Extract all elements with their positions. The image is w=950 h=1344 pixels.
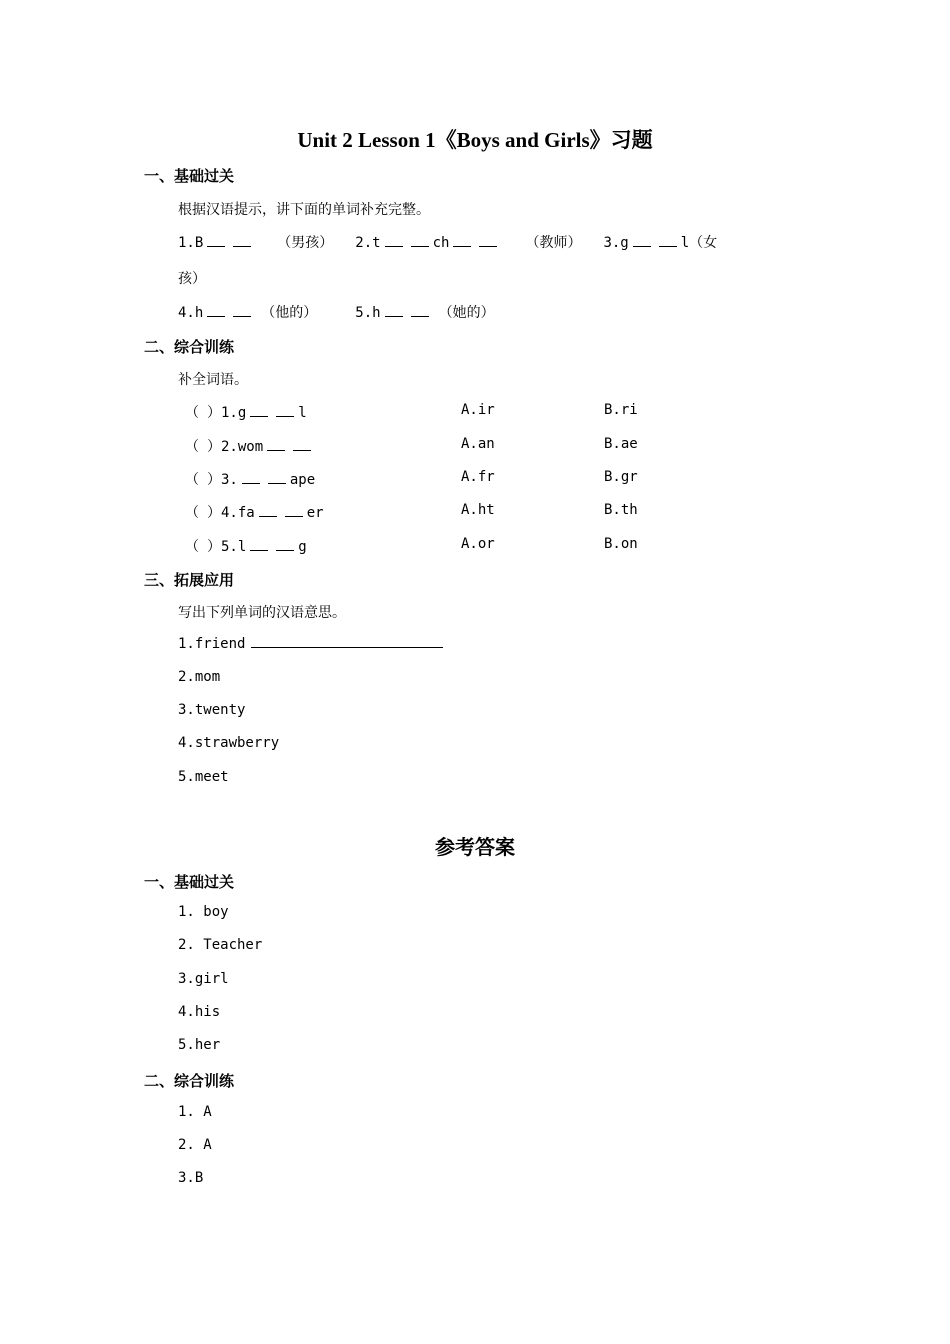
q2-prefix: 2.t — [355, 235, 381, 251]
answer-item: 2. A — [178, 1137, 212, 1153]
blank — [411, 304, 429, 317]
answers-section2-heading: 二、综合训练 — [144, 1072, 235, 1090]
choice-a: A.an — [461, 436, 495, 452]
blank — [233, 304, 251, 317]
q1-prefix: 1.B — [178, 235, 204, 251]
blank — [233, 234, 251, 247]
blank — [285, 504, 303, 517]
section3-instruction: 写出下列单词的汉语意思。 — [178, 605, 346, 621]
choice-stem: 3. — [221, 472, 238, 488]
section1-line1-wrap: 孩） — [178, 271, 206, 287]
answer-item: 3.girl — [178, 971, 229, 987]
blank — [276, 404, 294, 417]
choice-b: B.th — [604, 502, 638, 518]
q2-mid: ch — [432, 235, 450, 251]
blank — [659, 234, 677, 247]
answers-section1-heading: 一、基础过关 — [144, 873, 235, 891]
vocab-item: 2.mom — [178, 669, 221, 685]
page-title: Unit 2 Lesson 1《Boys and Girls》习题 — [297, 128, 653, 152]
answer-item: 4.his — [178, 1004, 221, 1020]
q3-suffix: l（女 — [680, 235, 718, 251]
vocab-item: 4.strawberry — [178, 735, 280, 751]
answer-line — [251, 635, 443, 648]
choice-stem: 2.wom — [221, 439, 264, 455]
choice-a: A.or — [461, 536, 495, 552]
choice-stem: 5.l — [221, 539, 247, 555]
section1-heading: 一、基础过关 — [144, 167, 235, 185]
vocab-item: 1.friend — [178, 635, 443, 652]
blank — [385, 234, 403, 247]
section1-line1 — [178, 232, 717, 252]
q4-hint: （他的） — [261, 305, 318, 321]
section2-instruction: 补全词语。 — [178, 372, 248, 388]
choice-b: B.gr — [604, 469, 638, 485]
blank — [250, 404, 268, 417]
blank — [385, 304, 403, 317]
blank — [259, 504, 277, 517]
blank — [633, 234, 651, 247]
vocab-item: 5.meet — [178, 769, 229, 785]
q3-prefix: 3.g — [603, 235, 629, 251]
vocab-item: 3.twenty — [178, 702, 246, 718]
blank — [207, 234, 225, 247]
choice-b: B.on — [604, 536, 638, 552]
blank — [268, 471, 286, 484]
q5-prefix: 5.h — [355, 305, 381, 321]
blank — [276, 538, 294, 551]
choice-stem: 1.g — [221, 405, 247, 421]
q4-prefix: 4.h — [178, 305, 204, 321]
choice-row-3: （ ）3. ape — [185, 472, 316, 488]
section3-heading: 三、拓展应用 — [144, 571, 235, 589]
choice-b: B.ae — [604, 436, 638, 452]
answer-item: 3.B — [178, 1170, 204, 1186]
blank — [267, 438, 285, 451]
q5-hint: （她的） — [438, 305, 495, 321]
blank — [479, 234, 497, 247]
blank — [250, 538, 268, 551]
choice-row-2: （ ）2.wom — [185, 436, 315, 456]
choice-row-4: （ ）4.fa er — [185, 505, 324, 521]
answer-item: 1. A — [178, 1104, 212, 1120]
choice-a: A.fr — [461, 469, 495, 485]
section1-line2 — [178, 302, 495, 322]
choice-b: B.ri — [604, 402, 638, 418]
choice-stem: 4.fa — [221, 505, 255, 521]
q2-hint: （教师） — [525, 235, 582, 251]
choice-a: A.ir — [461, 402, 495, 418]
blank — [207, 304, 225, 317]
answers-title: 参考答案 — [435, 835, 515, 859]
choice-row-5: （ ）5.l g — [185, 539, 307, 555]
section1-instruction: 根据汉语提示，讲下面的单词补充完整。 — [178, 202, 430, 218]
answer-item: 1. boy — [178, 904, 229, 920]
answer-item: 2. Teacher — [178, 937, 263, 953]
choice-row-1: （ ）1.g l — [185, 405, 307, 421]
blank — [242, 471, 260, 484]
answer-item: 5.her — [178, 1037, 221, 1053]
blank — [411, 234, 429, 247]
q1-hint: （男孩） — [277, 235, 334, 251]
choice-a: A.ht — [461, 502, 495, 518]
blank — [293, 438, 311, 451]
section2-heading: 二、综合训练 — [144, 338, 235, 356]
blank — [453, 234, 471, 247]
